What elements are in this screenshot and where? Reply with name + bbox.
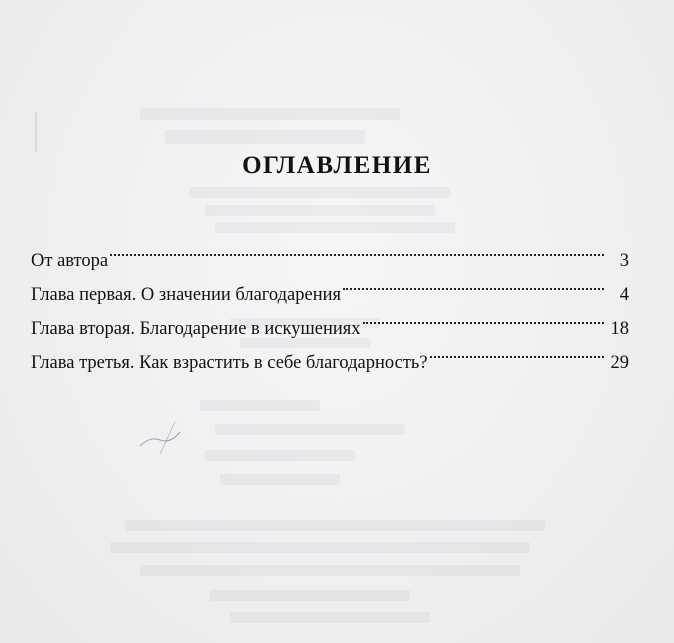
toc-entry: [31, 266, 629, 305]
toc-leader-dots: [363, 300, 604, 334]
toc-leader-dots: [110, 232, 604, 266]
toc-entry-page: 29: [610, 353, 629, 373]
toc-entry-page: 4: [619, 285, 629, 305]
page-title: ОГЛАВЛЕНИЕ: [242, 152, 432, 179]
table-of-contents: [31, 232, 629, 373]
toc-leader-dots: [343, 266, 604, 300]
toc-entry-page: 3: [619, 251, 629, 271]
toc-entry: [31, 232, 629, 271]
toc-entry-label: Глава вторая. Благодарение в искушениях: [31, 319, 361, 339]
pencil-scratch-mark: [120, 416, 240, 456]
toc-entry-page: 18: [610, 319, 629, 339]
toc-entry-label: Глава первая. О значении благодарения: [31, 285, 342, 305]
toc-entry-label: От автора: [31, 251, 109, 271]
toc-entry-label: Глава третья. Как взрастить в себе благодарность?: [31, 353, 428, 373]
toc-leader-dots: [430, 334, 604, 368]
